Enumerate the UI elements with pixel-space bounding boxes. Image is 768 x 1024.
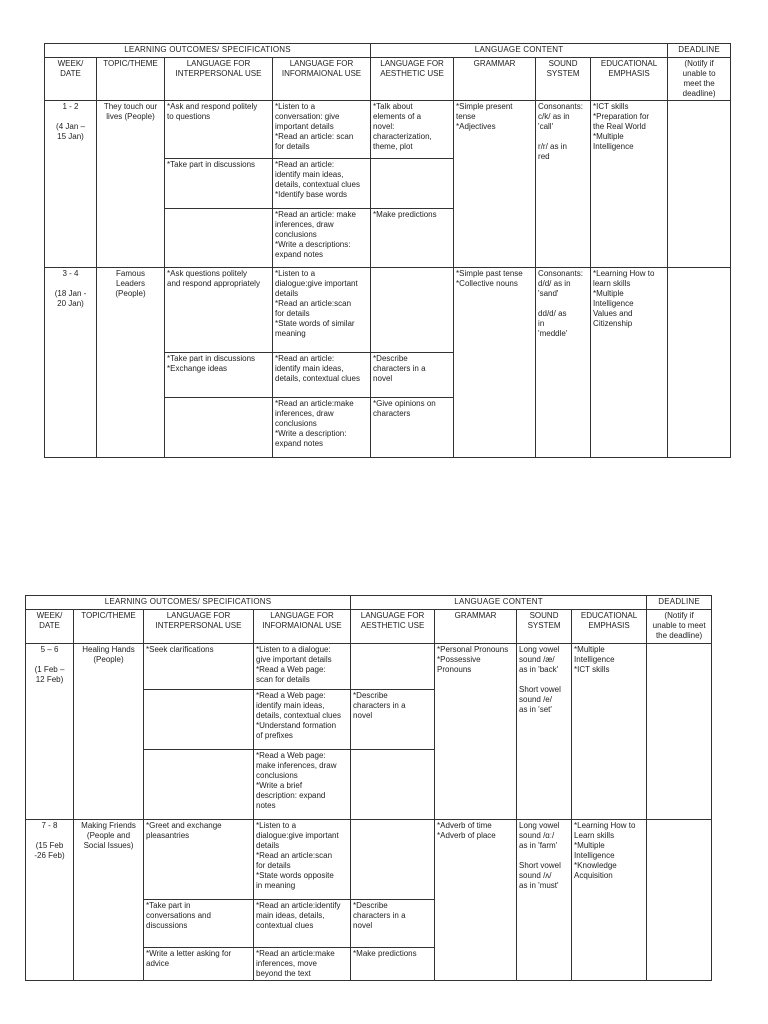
grammar-cell: *Personal Pronouns *Possessive Pronouns [435, 644, 517, 820]
informational-cell: *Read an article:make inferences, draw conclusions *Write a description: expand notes [273, 398, 371, 458]
interpersonal-cell: *Take part in discussions *Exchange ideas [165, 353, 273, 398]
scheme-of-work-table-1 [44, 43, 731, 458]
interpersonal-cell [144, 750, 254, 820]
language-content-header: LANGUAGE CONTENT [371, 44, 668, 58]
topic-cell: Healing Hands (People) [74, 644, 144, 820]
informational-header: LANGUAGE FOR INFORMAIONAL USE [273, 58, 371, 101]
interpersonal-cell: *Greet and exchange pleasantries [144, 820, 254, 900]
aesthetic-cell: *Describe characters in a novel [351, 690, 435, 750]
interpersonal-cell: *Seek clarifications [144, 644, 254, 690]
aesthetic-cell: *Talk about elements of a novel: characterization, theme, plot [371, 101, 454, 159]
informational-cell: *Listen to a dialogue:give important details *Read an article:scan for details *State words opposite in meaning [254, 820, 351, 900]
informational-cell: *Read an article: identify main ideas, details, contextual clues *Identify base words [273, 159, 371, 209]
grammar-header: GRAMMAR [454, 58, 536, 101]
header-row-groups [45, 44, 731, 58]
interpersonal-cell: *Write a letter asking for advice [144, 948, 254, 981]
aesthetic-cell [351, 644, 435, 690]
sound-system-cell: Consonants: c/k/ as in 'call' r/r/ as in red [536, 101, 591, 268]
grammar-header: GRAMMAR [435, 610, 517, 644]
sound-system-cell: Consonants: d/d/ as in 'sand' dd/d/ as in 'meddle' [536, 268, 591, 458]
aesthetic-cell [351, 750, 435, 820]
interpersonal-cell [165, 209, 273, 268]
sound-system-cell: Long vowel sound /ɑː/ as in 'farm' Short vowel sound /ʌ/ as in 'must' [517, 820, 572, 981]
sound-system-header: SOUND SYSTEM [517, 610, 572, 644]
deadline-cell [647, 644, 712, 820]
topic-cell: They touch our lives (People) [97, 101, 165, 268]
week-date-cell: 5 – 6 (1 Feb – 12 Feb) [26, 644, 74, 820]
deadline-header: DEADLINE [668, 44, 731, 58]
language-content-header: LANGUAGE CONTENT [351, 596, 647, 610]
interpersonal-cell: *Ask questions politely and respond appropriately [165, 268, 273, 353]
aesthetic-cell: *Make predictions [351, 948, 435, 981]
aesthetic-cell [371, 159, 454, 209]
informational-cell: *Read a Web page: make inferences, draw conclusions *Write a brief description: expand notes [254, 750, 351, 820]
topic-theme-header: TOPIC/THEME [97, 58, 165, 101]
educational-emphasis-header: EDUCATIONAL EMPHASIS [591, 58, 668, 101]
deadline-cell [647, 820, 712, 981]
learning-outcomes-header: LEARNING OUTCOMES/ SPECIFICATIONS [45, 44, 371, 58]
aesthetic-cell: *Describe characters in a novel [371, 353, 454, 398]
deadline-header: DEADLINE [647, 596, 712, 610]
educational-emphasis-cell: *ICT skills *Preparation for the Real World *Multiple Intelligence [591, 101, 668, 268]
interpersonal-header: LANGUAGE FOR INTERPERSONAL USE [144, 610, 254, 644]
interpersonal-cell: *Take part in discussions [165, 159, 273, 209]
sound-system-cell: Long vowel sound /æ/ as in 'back' Short vowel sound /e/ as in 'set' [517, 644, 572, 820]
informational-cell: *Listen to a conversation: give important details *Read an article: scan for details [273, 101, 371, 159]
aesthetic-cell [371, 268, 454, 353]
informational-cell: *Listen to a dialogue: give important details *Read a Web page: scan for details [254, 644, 351, 690]
table-row [26, 820, 712, 900]
educational-emphasis-cell: *Multiple Intelligence *ICT skills [572, 644, 647, 820]
topic-cell: Making Friends (People and Social Issues) [74, 820, 144, 981]
scheme-of-work-table-2 [25, 595, 712, 981]
deadline-notify-note: (Notify if unable to meet the deadline) [647, 610, 712, 644]
educational-emphasis-cell: *Learning How to learn skills *Multiple Intelligence Values and Citizenship [591, 268, 668, 458]
grammar-cell: *Adverb of time *Adverb of place [435, 820, 517, 981]
informational-cell: *Read an article: make inferences, draw conclusions *Write a descriptions: expand notes [273, 209, 371, 268]
grammar-cell: *Simple past tense *Collective nouns [454, 268, 536, 458]
week-date-cell: 7 - 8 (15 Feb -26 Feb) [26, 820, 74, 981]
topic-cell: Famous Leaders (People) [97, 268, 165, 458]
aesthetic-cell: *Describe characters in a novel [351, 900, 435, 948]
aesthetic-header: LANGUAGE FOR AESTHETIC USE [371, 58, 454, 101]
week-date-cell: 3 - 4 (18 Jan - 20 Jan) [45, 268, 97, 458]
table-row [26, 644, 712, 690]
week-date-cell: 1 - 2 (4 Jan – 15 Jan) [45, 101, 97, 268]
aesthetic-cell [351, 820, 435, 900]
grammar-cell: *Simple present tense *Adjectives [454, 101, 536, 268]
table-row [45, 268, 731, 353]
deadline-cell [668, 268, 731, 458]
interpersonal-cell [165, 398, 273, 458]
header-row-groups [26, 596, 712, 610]
informational-cell: *Listen to a dialogue:give important details *Read an article:scan for details *State words of similar meaning [273, 268, 371, 353]
week-date-header: WEEK/ DATE [45, 58, 97, 101]
header-row-columns [26, 610, 712, 644]
interpersonal-cell: *Ask and respond politely to questions [165, 101, 273, 159]
informational-cell: *Read an article:make inferences, move beyond the text [254, 948, 351, 981]
educational-emphasis-cell: *Learning How to Learn skills *Multiple Intelligence *Knowledge Acquisition [572, 820, 647, 981]
informational-cell: *Read a Web page: identify main ideas, details, contextual clues *Understand formation of prefixes [254, 690, 351, 750]
informational-header: LANGUAGE FOR INFORMAIONAL USE [254, 610, 351, 644]
sound-system-header: SOUND SYSTEM [536, 58, 591, 101]
week-date-header: WEEK/ DATE [26, 610, 74, 644]
interpersonal-cell: *Take part in conversations and discussions [144, 900, 254, 948]
informational-cell: *Read an article:identify main ideas, details, contextual clues [254, 900, 351, 948]
learning-outcomes-header: LEARNING OUTCOMES/ SPECIFICATIONS [26, 596, 351, 610]
aesthetic-cell: *Make predictions [371, 209, 454, 268]
topic-theme-header: TOPIC/THEME [74, 610, 144, 644]
deadline-cell [668, 101, 731, 268]
header-row-columns [45, 58, 731, 101]
informational-cell: *Read an article: identify main ideas, details, contextual clues [273, 353, 371, 398]
educational-emphasis-header: EDUCATIONAL EMPHASIS [572, 610, 647, 644]
interpersonal-header: LANGUAGE FOR INTERPERSONAL USE [165, 58, 273, 101]
aesthetic-header: LANGUAGE FOR AESTHETIC USE [351, 610, 435, 644]
aesthetic-cell: *Give opinions on characters [371, 398, 454, 458]
interpersonal-cell [144, 690, 254, 750]
deadline-notify-note: (Notify if unable to meet the deadline) [668, 58, 731, 101]
table-row [45, 101, 731, 159]
